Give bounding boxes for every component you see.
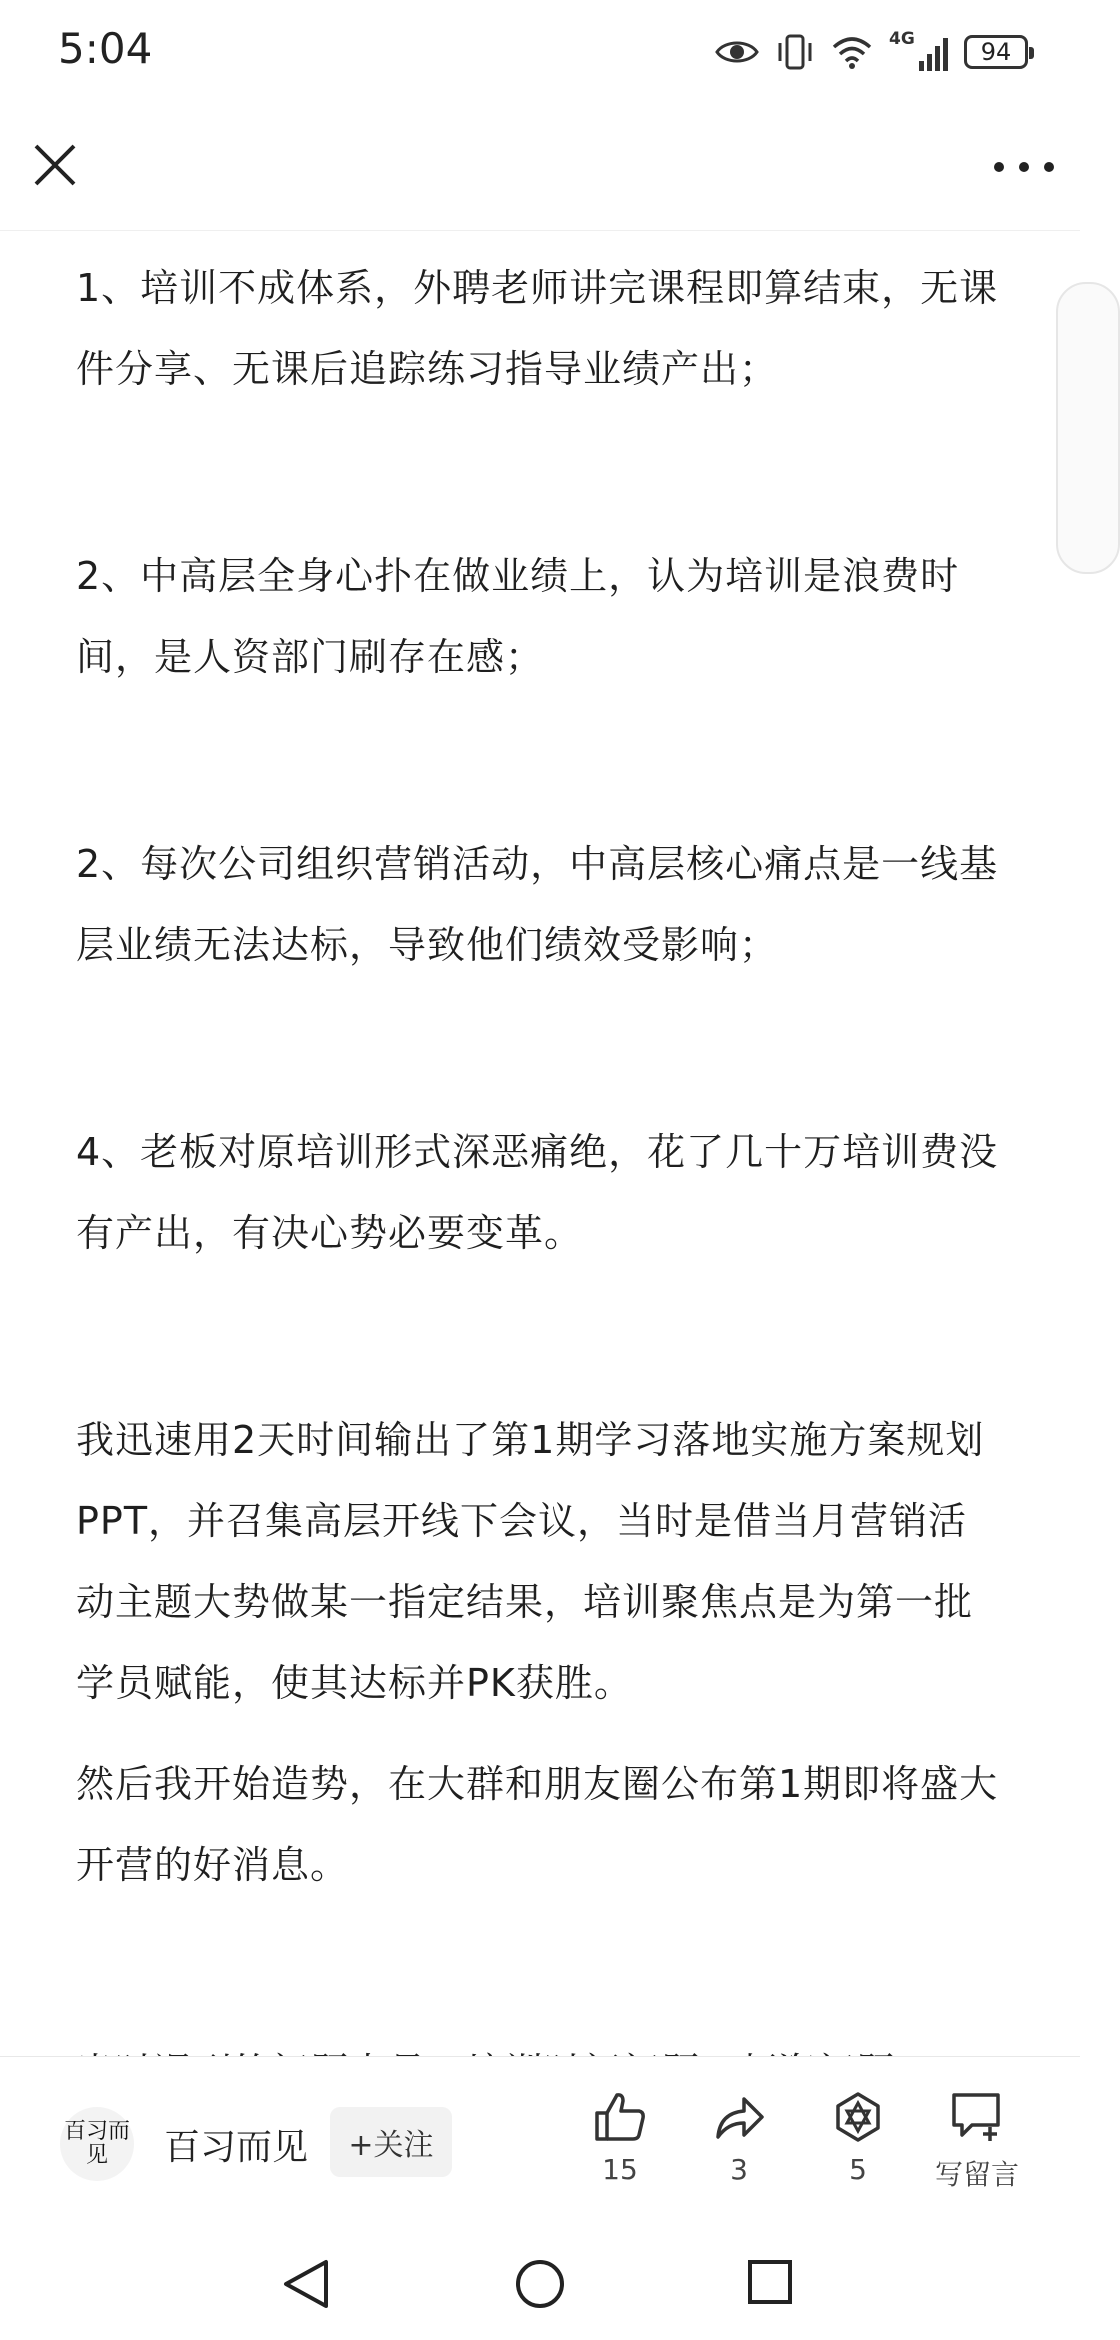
battery-level: 94 [980, 38, 1012, 66]
share-icon [712, 2091, 766, 2143]
eye-icon [715, 37, 759, 67]
close-icon [30, 140, 80, 190]
back-button[interactable] [282, 2258, 330, 2314]
top-nav [0, 110, 1080, 231]
vibrate-icon [775, 33, 815, 71]
system-nav-bar [0, 2230, 1080, 2340]
more-icon-dot [1044, 162, 1054, 172]
paragraph: 4、老板对原培训形式深恶痛绝，花了几十万培训费没有产出，有决心势必要变革。 [76, 1130, 999, 1255]
author-name[interactable]: 百习而见 [164, 2127, 309, 2168]
more-icon-dot [994, 162, 1004, 172]
like-button[interactable] [565, 2091, 675, 2186]
home-circle-icon [514, 2258, 566, 2310]
star-network-icon [831, 2091, 885, 2143]
recents-square-icon [746, 2258, 794, 2306]
favorite-button[interactable] [803, 2091, 913, 2186]
close-button[interactable] [30, 140, 80, 190]
paragraph: 2、中高层全身心扑在做业绩上，认为培训是浪费时间，是人资部门刷存在感； [76, 554, 960, 679]
recents-button[interactable] [746, 2258, 794, 2310]
back-triangle-icon [282, 2258, 330, 2310]
more-button[interactable] [994, 142, 1054, 192]
status-bar [0, 0, 1080, 110]
home-button[interactable] [514, 2258, 566, 2314]
share-count: 3 [730, 2153, 748, 2186]
paragraph: 2、每次公司组织营销活动，中高层核心痛点是一线基层业绩无法达标，导致他们绩效受影响； [76, 842, 999, 967]
side-drawer-handle[interactable] [1056, 282, 1120, 574]
action-bar [0, 2056, 1080, 2231]
comment-icon [950, 2091, 1004, 2143]
more-icon-dot [1019, 162, 1029, 172]
comment-label: 写留言 [934, 2158, 1019, 2191]
article-body [76, 248, 1006, 2048]
status-time: 5:04 [58, 24, 153, 73]
paragraph: 然后我开始造势，在大群和朋友圈公布第1期即将盛大开营的好消息。 [76, 1762, 999, 1887]
share-button[interactable] [684, 2091, 794, 2186]
follow-button[interactable]: +关注 [330, 2107, 452, 2177]
like-count: 15 [602, 2153, 638, 2186]
favorite-count: 5 [849, 2153, 867, 2186]
author-avatar[interactable]: 百习而见 [60, 2107, 134, 2181]
paragraph: 我迅速用2天时间输出了第1期学习落地实施方案规划PPT，并召集高层开线下会议，当时是借当月营销活动主题大势做某一指定结果，培训聚焦点是为第一批学员赋能，使其达标并PK获胜。 [76, 1418, 985, 1705]
signal-icon [889, 29, 948, 71]
paragraph: 1、培训不成体系，外聘老师讲完课程即算结束，无课件分享、无课后追踪练习指导业绩产出； [76, 266, 999, 391]
network-type: 4G [889, 29, 915, 49]
status-icons [715, 30, 1028, 74]
thumbs-up-icon [593, 2091, 647, 2143]
comment-button[interactable] [922, 2091, 1032, 2193]
battery-icon [964, 35, 1028, 69]
wifi-icon [831, 35, 873, 69]
